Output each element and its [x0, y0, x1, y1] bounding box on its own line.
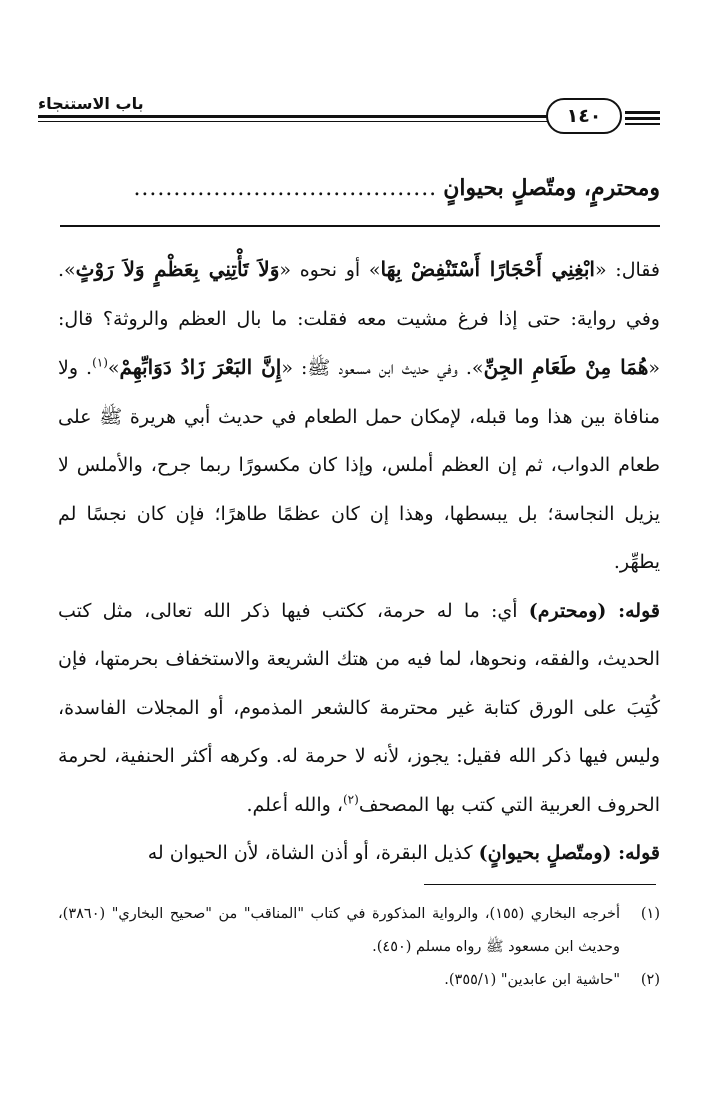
header-rule	[625, 117, 660, 120]
header-rule	[38, 115, 548, 118]
footnote-number: (١)	[640, 906, 660, 922]
footnote-ref: (٢)	[342, 792, 359, 807]
footnote	[58, 898, 660, 964]
qawl-label: قوله: (ومتّصلٍ بحيوانٍ)	[478, 842, 660, 864]
text-run: ، والله أعلم.	[246, 793, 343, 816]
page-number: ١٤٠	[566, 105, 602, 127]
footnote-text: أخرجه البخاري (١٥٥)، والرواية المذكورة في كتاب "المناقب" من "صحيح البخاري" (٣٨٦٠)، وحديث ابن مسعود ﷺ رواه مسلم (٤٥٠).	[58, 906, 621, 955]
footnote-number: (٢)	[640, 972, 660, 988]
header-rule	[625, 123, 660, 125]
matn-separator	[60, 225, 660, 227]
hadith-quote: ابْغِنِي أَحْجَارًا أَسْتَنْفِضْ بِهَا	[380, 257, 595, 281]
paragraph-2	[58, 587, 660, 830]
page-header	[0, 0, 708, 160]
text-run: ». وفي رواية: حتى إذا فرغ مشيت معه فقلت: ما بال العظم والروثة؟ قال: «	[58, 259, 661, 379]
chapter-title: باب الاستنجاء	[38, 94, 144, 113]
text-run: » أو نحوه «	[279, 259, 381, 281]
matn-text: ومحترمٍ، ومتّصلٍ بحيوانٍ	[443, 175, 660, 201]
header-rule	[38, 121, 548, 122]
text-run: كذيل البقرة، أو أذن الشاة، لأن الحيوان له	[147, 842, 479, 864]
matn-dots: ......................................	[133, 175, 438, 201]
text-run: أي: ما له حرمة، ككتب فيها ذكر الله تعالى، مثل كتب الحديث، والفقه، ونحوها، لما فيه من هتك الشريعة والاستخفاف بحرمتها، فإن كُتِبَ على الورق كتابة غير محترمة كالشعر المذموم، أو المجلات الفاسدة، وليس فيها ذكر الله فقيل: يجوز، لأنه لا حرمة له. وكرهه أكثر الحنفية، لحرمة الحروف العربية التي كتب بها المصحف	[58, 599, 660, 816]
hadith-quote: إِنَّ البَعْرَ زَادُ دَوَابِّهِمْ	[119, 355, 282, 379]
text-run: . ولا منافاة بين هذا وما قبله، لإمكان حمل الطعام في حديث أبي هريرة ﷺ على طعام الدواب، ثم إن العظم أملس، وإذا كان مكسورًا ربما جرح، والأملس لا يزيل النجاسة؛ بل يبسطها، وهذا إن كان عظمًا طاهرًا؛ فإن كان نجسًا لم يطهِّر.	[58, 357, 660, 573]
hadith-quote: هُمَا مِنْ طَعَامِ الجِنِّ	[483, 355, 649, 379]
text-run: »	[107, 357, 120, 379]
page-number-badge	[546, 98, 622, 134]
hadith-quote: وَلاَ تَأْتِنِي بِعَظْمٍ وَلاَ رَوْثٍ	[75, 257, 280, 281]
footnote-ref: (١)	[92, 355, 108, 370]
header-rule	[625, 111, 660, 114]
footnotes	[58, 898, 660, 997]
commentary-body	[58, 245, 660, 878]
qawl-label: قوله: (ومحترم)	[528, 599, 660, 622]
text-run: فقال: «	[594, 259, 660, 281]
paragraph-1	[58, 245, 660, 587]
matn-line	[60, 168, 660, 208]
footnote	[58, 964, 660, 997]
footnote-separator	[424, 884, 656, 885]
paragraph-3	[58, 829, 660, 878]
footnote-text: "حاشية ابن عابدين" (٣٥٥/١).	[444, 972, 620, 988]
text-run: ». وفي حديث ابن مسعود ﷺ: «	[281, 357, 484, 379]
